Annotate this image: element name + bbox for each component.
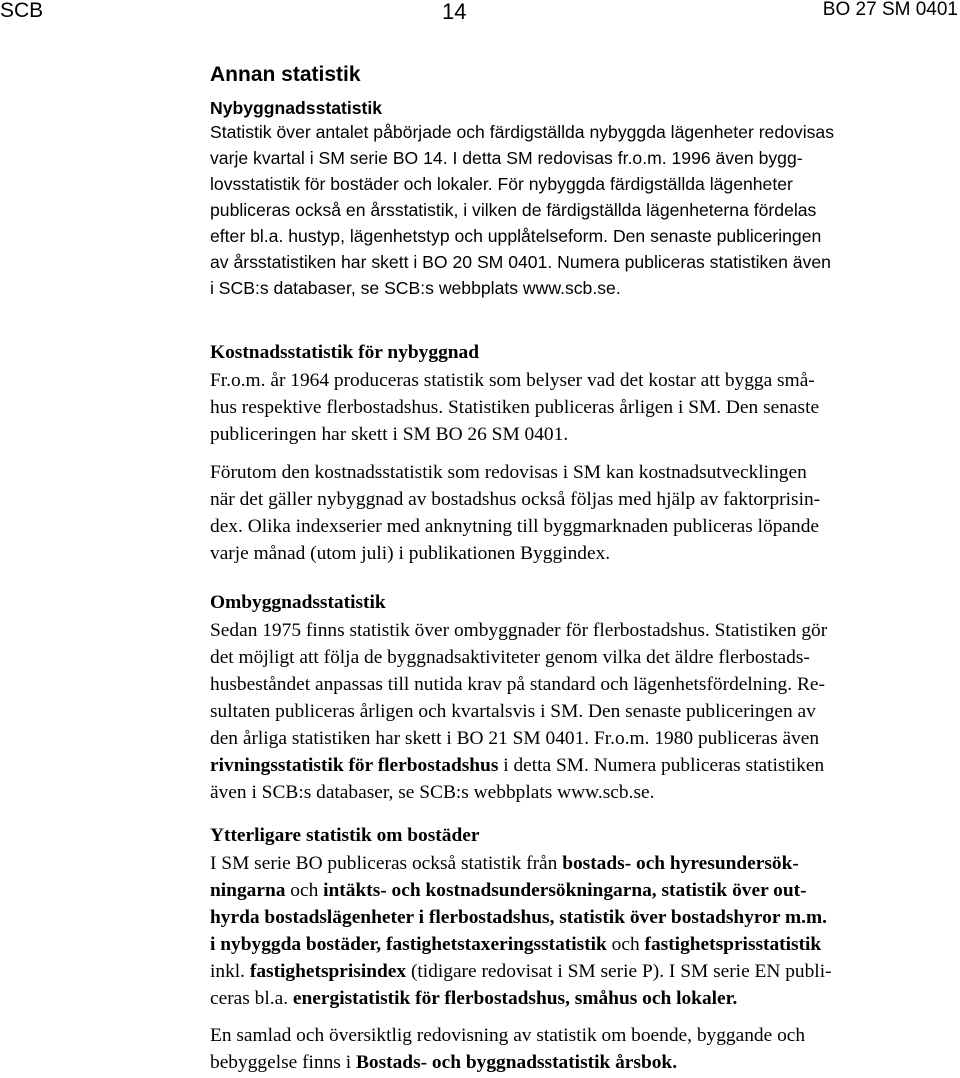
text-line: publiceringen har skett i SM BO 26 SM 0401. [210,424,569,445]
bold-term: rivningsstatistik för flerbostadshus [210,755,499,776]
text-line: sultaten publiceras årligen och kvartalsvis i SM. Den senaste publiceringen av [210,701,816,722]
text-line: varje kvartal i SM serie BO 14. I detta SM redovisas fr.o.m. 1996 även bygg- [210,148,803,168]
text-line: rivningsstatistik för flerbostadshus i detta SM. Numera publiceras statistiken [210,755,825,776]
text-line: bebyggelse finns i Bostads- och byggnadsstatistik årsbok. [210,1052,678,1073]
section-title: Annan statistik [210,63,361,86]
text-line: lovsstatistik för bostäder och lokaler. För nybyggda färdigställda lägenheter [210,174,793,194]
text-line: ceras bl.a. energistatistik för flerbostadshus, småhus och lokaler. [210,988,738,1009]
text-line: I SM serie BO publiceras också statistik från bostads- och hyresundersök- [210,853,799,874]
text-line: den årliga statistiken har skett i BO 21 SM 0401. Fr.o.m. 1980 publiceras även [210,728,820,749]
text-line: Förutom den kostnadsstatistik som redovisas i SM kan kostnadsutvecklingen [210,462,807,483]
text-line: även i SCB:s databaser, se SCB:s webbplats www.scb.se. [210,782,655,803]
bold-term: i nybyggda bostäder, fastighetstaxeringsstatistik [210,934,607,955]
text-line: ningarna och intäkts- och kostnadsundersökningarna, statistik över out- [210,880,807,901]
bold-term: energistatistik för flerbostadshus, småhus och lokaler. [292,988,738,1009]
bold-term: bostads- och hyresundersök- [562,853,799,874]
bold-term: Bostads- och byggnadsstatistik årsbok. [355,1052,678,1073]
header-series: BO 27 SM 0401 [822,0,958,20]
text-line: Statistik över antalet påbörjade och färdigställda nybyggda lägenheter redovisas [210,122,834,142]
text-line: i SCB:s databaser, se SCB:s webbplats www.scb.se. [210,278,621,298]
bold-term: fastighetsprisindex [249,961,407,982]
text-line: av årsstatistiken har skett i BO 20 SM 0401. Numera publiceras statistiken även [210,252,831,272]
text-line: när det gäller nybyggnad av bostadshus också följas med hjälp av faktorprisin- [210,489,821,510]
text-line: inkl. fastighetsprisindex (tidigare redovisat i SM serie P). I SM serie EN publi- [210,961,832,982]
bold-term: fastighetsprisstatistik [644,934,822,955]
text-line: det möjligt att följa de byggnadsaktiviteter genom vilka det äldre flerbostads- [210,647,810,668]
text-line: dex. Olika indexserier med anknytning till byggmarknaden publiceras löpande [210,516,820,537]
header-publisher: SCB [0,0,44,22]
text-line: efter bl.a. hustyp, lägenhetstyp och upplåtelseform. Den senaste publiceringen [210,226,822,246]
page-header [0,0,960,24]
text-line: En samlad och översiktlig redovisning av statistik om boende, byggande och [210,1025,806,1046]
text-line: publiceras också en årsstatistik, i vilken de färdigställda lägenheterna fördelas [210,200,817,220]
kostnad-heading: Kostnadsstatistik för nybyggnad [210,342,480,363]
text-line: husbeståndet anpassas till nutida krav på standard och lägenhetsfördelning. Re- [210,674,825,695]
text-line: varje månad (utom juli) i publikationen Byggindex. [210,543,611,564]
bold-term: ningarna [210,880,286,901]
page-number: 14 [442,0,467,24]
text-line: Fr.o.m. år 1964 produceras statistik som belyser vad det kostar att bygga små- [210,370,815,391]
ombyggnad-heading: Ombyggnadsstatistik [210,592,386,613]
text-line: hus respektive flerbostadshus. Statistiken publiceras årligen i SM. Den senaste [210,397,820,418]
bold-term: intäkts- och kostnadsundersökningarna, statistik över out- [323,880,807,901]
nybyggnad-heading: Nybyggnadsstatistik [210,98,383,118]
text-line: Sedan 1975 finns statistik över ombyggnader för flerbostadshus. Statistiken gör [210,620,828,641]
ytterligare-heading: Ytterligare statistik om bostäder [210,825,480,846]
text-line: hyrda bostadslägenheter i flerbostadshus, statistik över bostadshyror m.m. [210,907,827,928]
text-line: i nybyggda bostäder, fastighetstaxeringsstatistik och fastighetsprisstatistik [210,934,822,955]
